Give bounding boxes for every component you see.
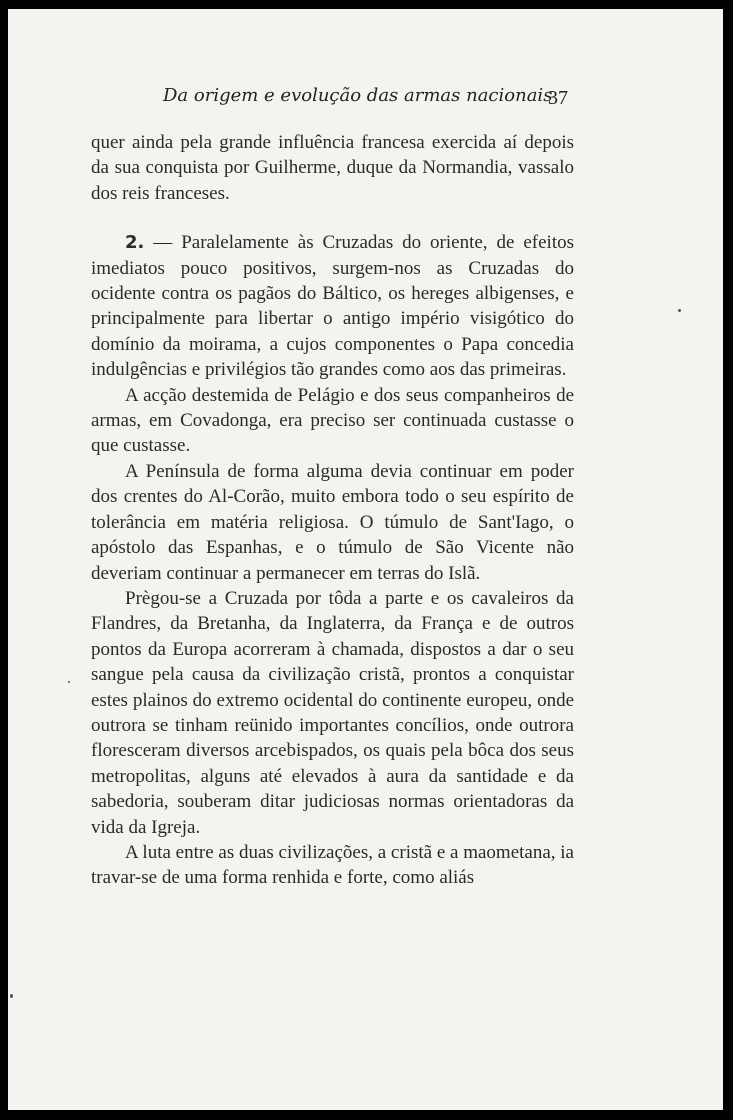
- scan-speck: [10, 994, 13, 998]
- paragraph-pelagio: A acção destemida de Pelágio e dos seus companheiros de armas, em Covadonga, era preciso ser continuada custasse o que custasse.: [91, 384, 574, 457]
- paragraph-luta: A luta entre as duas civilizações, a cristã e a maometana, ia travar-se de uma forma renhida e forte, como aliás: [91, 841, 574, 889]
- body-text: [91, 130, 574, 891]
- page-number: 37: [548, 87, 568, 109]
- scan-speck: [678, 309, 681, 312]
- scan-speck: [68, 681, 70, 683]
- book-page: [8, 9, 723, 1110]
- page-header: [8, 85, 723, 119]
- paragraph-continuation: quer ainda pela grande influência francesa exercida aí depois da sua conquista por Guilherme, duque da Normandia, vassalo dos reis franceses.: [91, 132, 574, 204]
- section-2-text: — Paralelamente às Cruzadas do oriente, de efeitos imediatos pouco positivos, surgem-nos as Cruzadas do ocidente contra os pagãos do Báltico, os hereges albigenses, e principalmente para libertar o antigo império visigótico do domínio da moirama, a cujos componentes o Papa concedia indulgências e privilégios tão grandes como aos das primeiras.: [91, 232, 574, 381]
- paragraph-cruzada: Prègou-se a Cruzada por tôda a parte e os cavaleiros da Flandres, da Bretanha, da Inglaterra, da França e de outros pontos da Europa acorreram à chamada, dispostos a dar o seu sangue pela causa da civilização cristã, prontos a conquistar estes plainos do extremo ocidental do continente europeu, onde outrora se tinham reünido importantes concílios, onde outrora floresceram diversos arcebispados, os quais pela bôca dos seus metropolitas, alguns até elevados à aura da santidade e da sabedoria, souberam ditar judiciosas normas orientadoras da vida da Igreja.: [91, 587, 574, 838]
- running-title: Da origem e evolução das armas nacionais: [163, 85, 553, 106]
- section-number: 2.: [125, 232, 145, 254]
- paragraph-section-2: [91, 230, 574, 382]
- paragraph-peninsula: A Península de forma alguma devia continuar em poder dos crentes do Al-Corão, muito embora todo o seu espírito de tolerância em matéria religiosa. O túmulo de Sant'Iago, o apóstolo das Espanhas, e o túmulo de São Vicente não deveriam continuar a permanecer em terras do Islã.: [91, 460, 574, 584]
